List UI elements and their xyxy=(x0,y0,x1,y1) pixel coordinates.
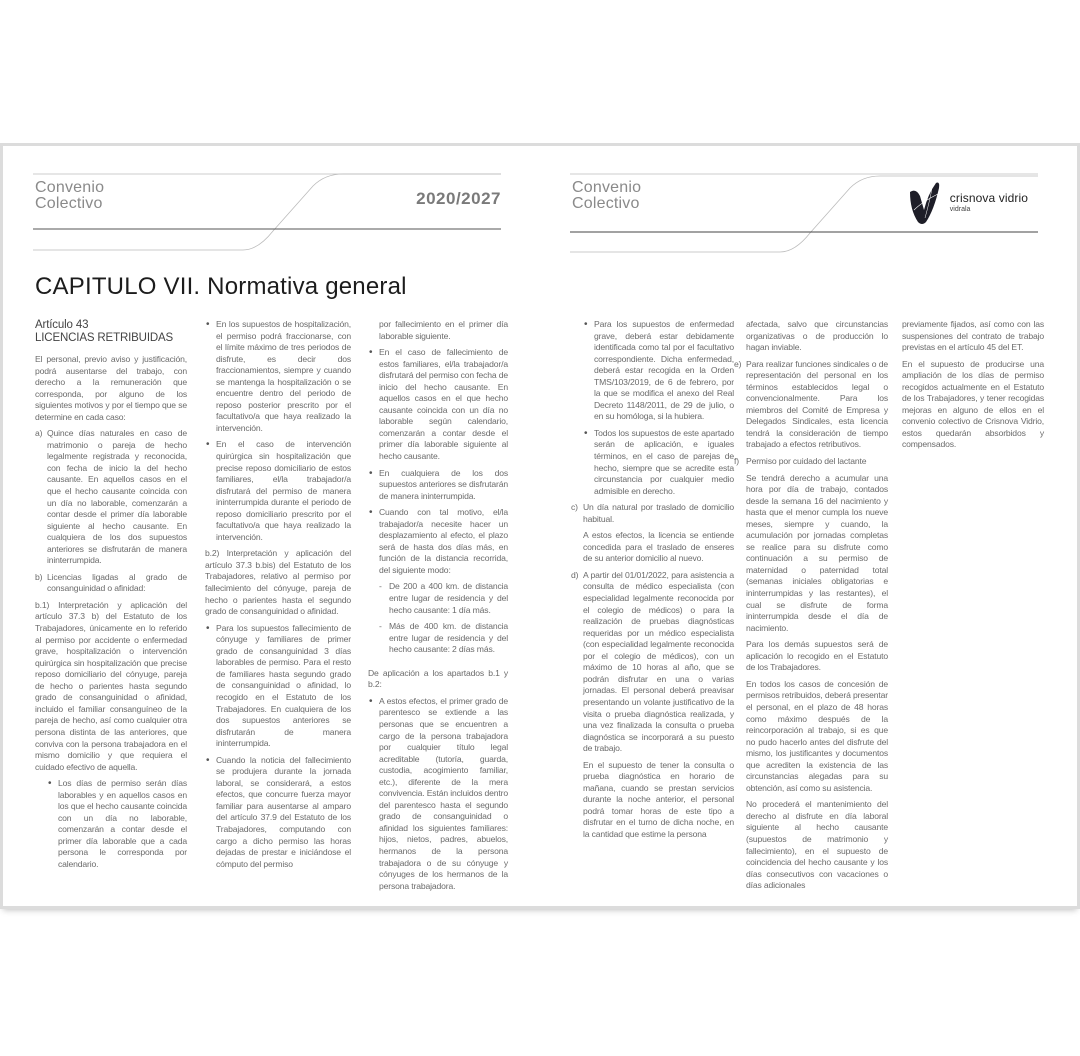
dash-text: De 200 a 400 km. de distancia entre lugar de residencia y del hecho causante: 1 día más. xyxy=(389,581,508,615)
item-label: a) xyxy=(35,428,43,439)
header-title-line1: Convenio xyxy=(35,179,105,196)
bullet-item: • Cuando la noticia del fallecimiento se produjera durante la jornada laboral, se considerará, a estos efectos, que concurre fuerza mayor familiar para ausentarse al amparo del artículo 37.9 del Estatuto de los Trabajadores, computando con cargo a dicho permiso las horas dejadas de prestar e iniciándose el cómputo del permiso xyxy=(205,755,351,870)
item-label: b) xyxy=(35,571,43,582)
header-title xyxy=(572,180,641,212)
bullet-item: • En el caso de intervención quirúrgica sin hospitalización que precise reposo domiciliario de estos familiares, el/la trabajador/a disfrutará del permiso de manera ininterrumpida durante el periodo de reposo domiciliario prescrito por el facultativo/a que haya realizado la intervención. xyxy=(205,439,351,543)
item-label: d) xyxy=(571,569,579,580)
article-number: Artículo 43 xyxy=(35,319,89,331)
subsection-b1: b.1) Interpretación y aplicación del artículo 37.3 b) del Estatuto de los Trabajadores, únicamente en lo referido al permiso por accidente o enfermedad grave, hospitalización o intervención quirúrgica sin hospitalización que precise reposo domiciliario del cónyuge, pareja de hecho o parientes hasta segundo grado de consanguinidad o afinidad, incluido el familiar consanguíneo de la pareja de hecho, así como cualquier otra persona distinta de las anteriores, que conviva con la persona trabajadora en el mismo domicilio y que requiera el cuidado efectivo de aquella. xyxy=(35,599,187,772)
left-page xyxy=(3,146,540,906)
bullet-item: • Cuando con tal motivo, el/la trabajador/a necesite hacer un desplazamiento al efecto, el plazo será de hasta dos días más, en función de la distancia recorrida, del siguiente modo: xyxy=(368,507,508,576)
right-column-3 xyxy=(902,319,1044,456)
crisnova-logo xyxy=(908,180,1030,226)
apply-heading: De aplicación a los apartados b.1 y b.2: xyxy=(368,667,508,690)
item-f-paragraph: No procederá el mantenimiento del derecho al disfrute en día laboral siguiente al hecho causante (supuestos de matrimonio y fallecimiento), en el supuesto de coincidencia del hecho causante y los días consecutivos con vacaciones o días adicionales xyxy=(746,799,888,891)
item-text: Licencias ligadas al grado de consanguinidad o afinidad: xyxy=(47,571,187,594)
item-b xyxy=(35,572,187,595)
left-column-3 xyxy=(368,319,508,897)
dash-item xyxy=(379,581,508,616)
item-e xyxy=(734,359,888,451)
bullet-item: • Para los supuestos fallecimiento de cónyuge y familiares de primer grado de consanguinidad 3 días laborables de permiso. Para el resto de familiares hasta segundo grado de consanguinidad o afinidad, lo recogido en el Estatuto de los Trabajadores. En cualquiera de los dos supuestos anteriores se disfrutarán de manera ininterrumpida. xyxy=(205,623,351,750)
item-label: c) xyxy=(571,502,578,513)
bullet-item: • Todos los supuestos de este apartado serán de aplicación, e iguales términos, en el caso de parejas de hecho, siempre que se acredite esta circunstancia por cualquier medio admisible en derecho. xyxy=(583,428,734,497)
item-f-paragraph: En todos los casos de concesión de permisos retribuidos, deberá presentar el personal, en el plazo de 48 horas como máximo después de la reincorporación al trabajo, si es que no pudo hacerlo antes del disfrute del mismo, los justificantes y documentos que acrediten la existencia de las circunstancias alegadas para su obtención, así como su asistencia. xyxy=(746,678,888,793)
item-text: Permiso por cuidado del lactante xyxy=(746,456,867,467)
item-label: e) xyxy=(734,358,742,369)
item-d xyxy=(571,570,734,755)
right-page-header xyxy=(570,146,1040,286)
header-title-line2: Colectivo xyxy=(35,195,103,212)
logo-name: crisnova vidrio xyxy=(949,190,1028,205)
intro-paragraph: El personal, previo aviso y justificación, podrá ausentarse del trabajo, con derecho a la remuneración que corresponda, por alguno de los siguientes motivos y por el tiempo que se determine en cada caso: xyxy=(35,354,187,422)
dash-mark: - xyxy=(379,581,382,592)
left-column-2 xyxy=(205,319,351,875)
article-title: LICENCIAS RETRIBUIDAS xyxy=(35,331,174,344)
closing-paragraph: En el supuesto de producirse una ampliación de los días de permiso recogidos actualmente en el Estatuto de los Trabajadores, y tener recogidas mejoras en alguno de ellos en el convenio colectivo de Crisnova Vidrio, estos quedarán absorbidos y compensados. xyxy=(902,358,1044,450)
item-text: A partir del 01/01/2022, para asistencia a consulta de médico especialista (con especialidad legalmente reconocida por el colegio de médicos) o para la realización de pruebas diagnósticas requeridas por un médico especialista (con especialidad legalmente reconocida por el colegio de médicos), con un máximo de 10 horas al año, que se podrán disfrutar en una o varias jornadas. El personal deberá preavisar presentando un volante justificativo de la visita o prueba diagnóstica realizada, y una vez finalizada la consulta o prueba diagnóstica se incorporará a su puesto de trabajo. xyxy=(583,569,734,754)
logo-text xyxy=(948,191,1030,216)
item-text: Para realizar funciones sindicales o de representación del personal en los términos establecidos legal o convencionalmente. Para los miembros del Comité de Empresa y Delegados Sindicales, esta licencia tendrá la consideración de tiempo trabajado a efectos retributivos. xyxy=(746,358,888,450)
bullet-item: • Para los supuestos de enfermedad grave, deberá estar debidamente identificada como tal por el facultativo correspondiente. Dicha enfermedad, deberá estar recogida en la Orden TMS/103/2019, de 6 de febrero, por la que se modifica el anexo del Real Decreto 1148/2011, de 29 de julio, o en su homóloga, si la hubiera. xyxy=(583,319,734,423)
continued-text: previamente fijados, así como con las suspensiones del contrato de trabajo previstas en el artículo 45 del ET. xyxy=(902,319,1044,353)
item-label: f) xyxy=(734,456,739,467)
left-page-header xyxy=(33,146,503,286)
bullet-item: • En cualquiera de los dos supuestos anteriores se disfrutarán de manera ininterrumpida. xyxy=(368,468,508,503)
bullet-item: • En los supuestos de hospitalización, el permiso podrá fraccionarse, con el límite máximo de tres periodos de disfrute, es decir dos fraccionamientos, siempre y cuando se mantenga la hospitalización o se encuentre dentro del periodo de reposo posterior prescrito por el facultativo/a que haya realizado la intervención. xyxy=(205,319,351,434)
bullet-item: • Los días de permiso serán días laborables y en aquellos casos en los que el hecho causante coincida con un día no laborable, comenzarán a contar desde el primer día laborable que a cada persona le corresponda por calendario. xyxy=(47,778,187,870)
item-f xyxy=(734,456,888,468)
header-title-line1: Convenio xyxy=(572,179,642,196)
continued-text: afectada, salvo que circunstancias organizativas o de producción lo hagan inviable. xyxy=(746,319,888,353)
item-f-paragraph: Se tendrá derecho a acumular una hora por día de trabajo, contados desde la semana 16 del nacimiento y hasta que el menor cumpla los nueve meses, siempre y cuando, la acumulación por jornadas completas se realice para su disfrute como continuación a su permiso de maternidad o paternidad total (semanas iniciales obligatorias e ininterrumpidas y las restantes), el cual se disfrute de forma ininterrumpida desde el día de nacimiento. xyxy=(746,472,888,633)
right-page xyxy=(540,146,1077,906)
item-f-paragraph: Para los demás supuestos será de aplicación lo recogido en el Estatuto de los Trabajadores. xyxy=(746,639,888,673)
item-c xyxy=(571,502,734,525)
dash-item xyxy=(379,621,508,656)
item-c-paragraph: A estos efectos, la licencia se entiende concedida para el traslado de enseres de su anterior domicilio al nuevo. xyxy=(583,530,734,564)
item-d-paragraph: En el supuesto de tener la consulta o prueba diagnóstica en horario de mañana, cuando se prestan servicios durante la noche anterior, el personal podrá tomar horas de este tipo a disfrutar en el turno de dicha noche, en la cantidad que estime la persona xyxy=(583,759,734,839)
left-column-1 xyxy=(35,319,187,876)
chapter-title: CAPITULO VII. Normativa general xyxy=(35,273,407,300)
logo-subtitle: vidrala xyxy=(949,205,971,213)
bullet-item: • A estos efectos, el primer grado de parentesco se extiende a las personas que se encuentren a cargo de la persona trabajadora por cualquier título legal acreditable (tutoría, guarda, custodia, acogimiento familiar, etc.), diferente de la mera convivencia. Están incluidos dentro del parentesco hasta el segundo grado de consanguinidad o afinidad los siguientes familiares: hijos, nietos, padres, abuelos, hermanos de la persona trabajadora o de su cónyuge y cónyuges de los hermanos de la persona trabajadora. xyxy=(368,696,508,892)
right-column-1 xyxy=(571,319,734,846)
article-heading xyxy=(35,319,187,344)
bullet-item: • En el caso de fallecimiento de estos familiares, el/la trabajador/a disfrutará del permiso con fecha de inicio del hecho causante. En aquellos casos en el que hecho causante coincida con un día no laborable según calendario, comenzarán a contar desde el primer día laborable siguiente al hecho causante. xyxy=(368,347,508,462)
crisnova-v-logo-icon xyxy=(908,180,942,226)
item-text: Un día natural por traslado de domicilio habitual. xyxy=(583,502,734,524)
item-text: Quince días naturales en caso de matrimonio o pareja de hecho legalmente registrada y reconocida, con fecha de inicio la del hecho causante. En aquellos casos en el que el hecho causante coincida con un día no laborable, comenzarán a contar desde el primer día laborable siguiente al hecho causante. En cualquiera de los dos supuestos anteriores se disfrutarán de manera ininterrumpida. xyxy=(47,428,187,566)
continued-text: por fallecimiento en el primer día laborable siguiente. xyxy=(379,319,508,341)
right-column-2 xyxy=(734,319,888,897)
header-title xyxy=(35,180,104,212)
item-a xyxy=(35,428,187,567)
dash-text: Más de 400 km. de distancia entre lugar de residencia y del hecho causante: 2 días más. xyxy=(389,621,508,655)
subsection-b2: b.2) Interpretación y aplicación del artículo 37.3 b.bis) del Estatuto de los Trabajadores, relativo al permiso por fallecimiento del cónyuge, pareja de hecho o parientes hasta el segundo grado de consanguinidad o afinidad. xyxy=(205,548,351,617)
dash-mark: - xyxy=(379,621,382,632)
header-years: 2020/2027 xyxy=(416,189,501,208)
header-title-line2: Colectivo xyxy=(572,195,640,212)
scanned-document-spread xyxy=(3,146,1077,906)
